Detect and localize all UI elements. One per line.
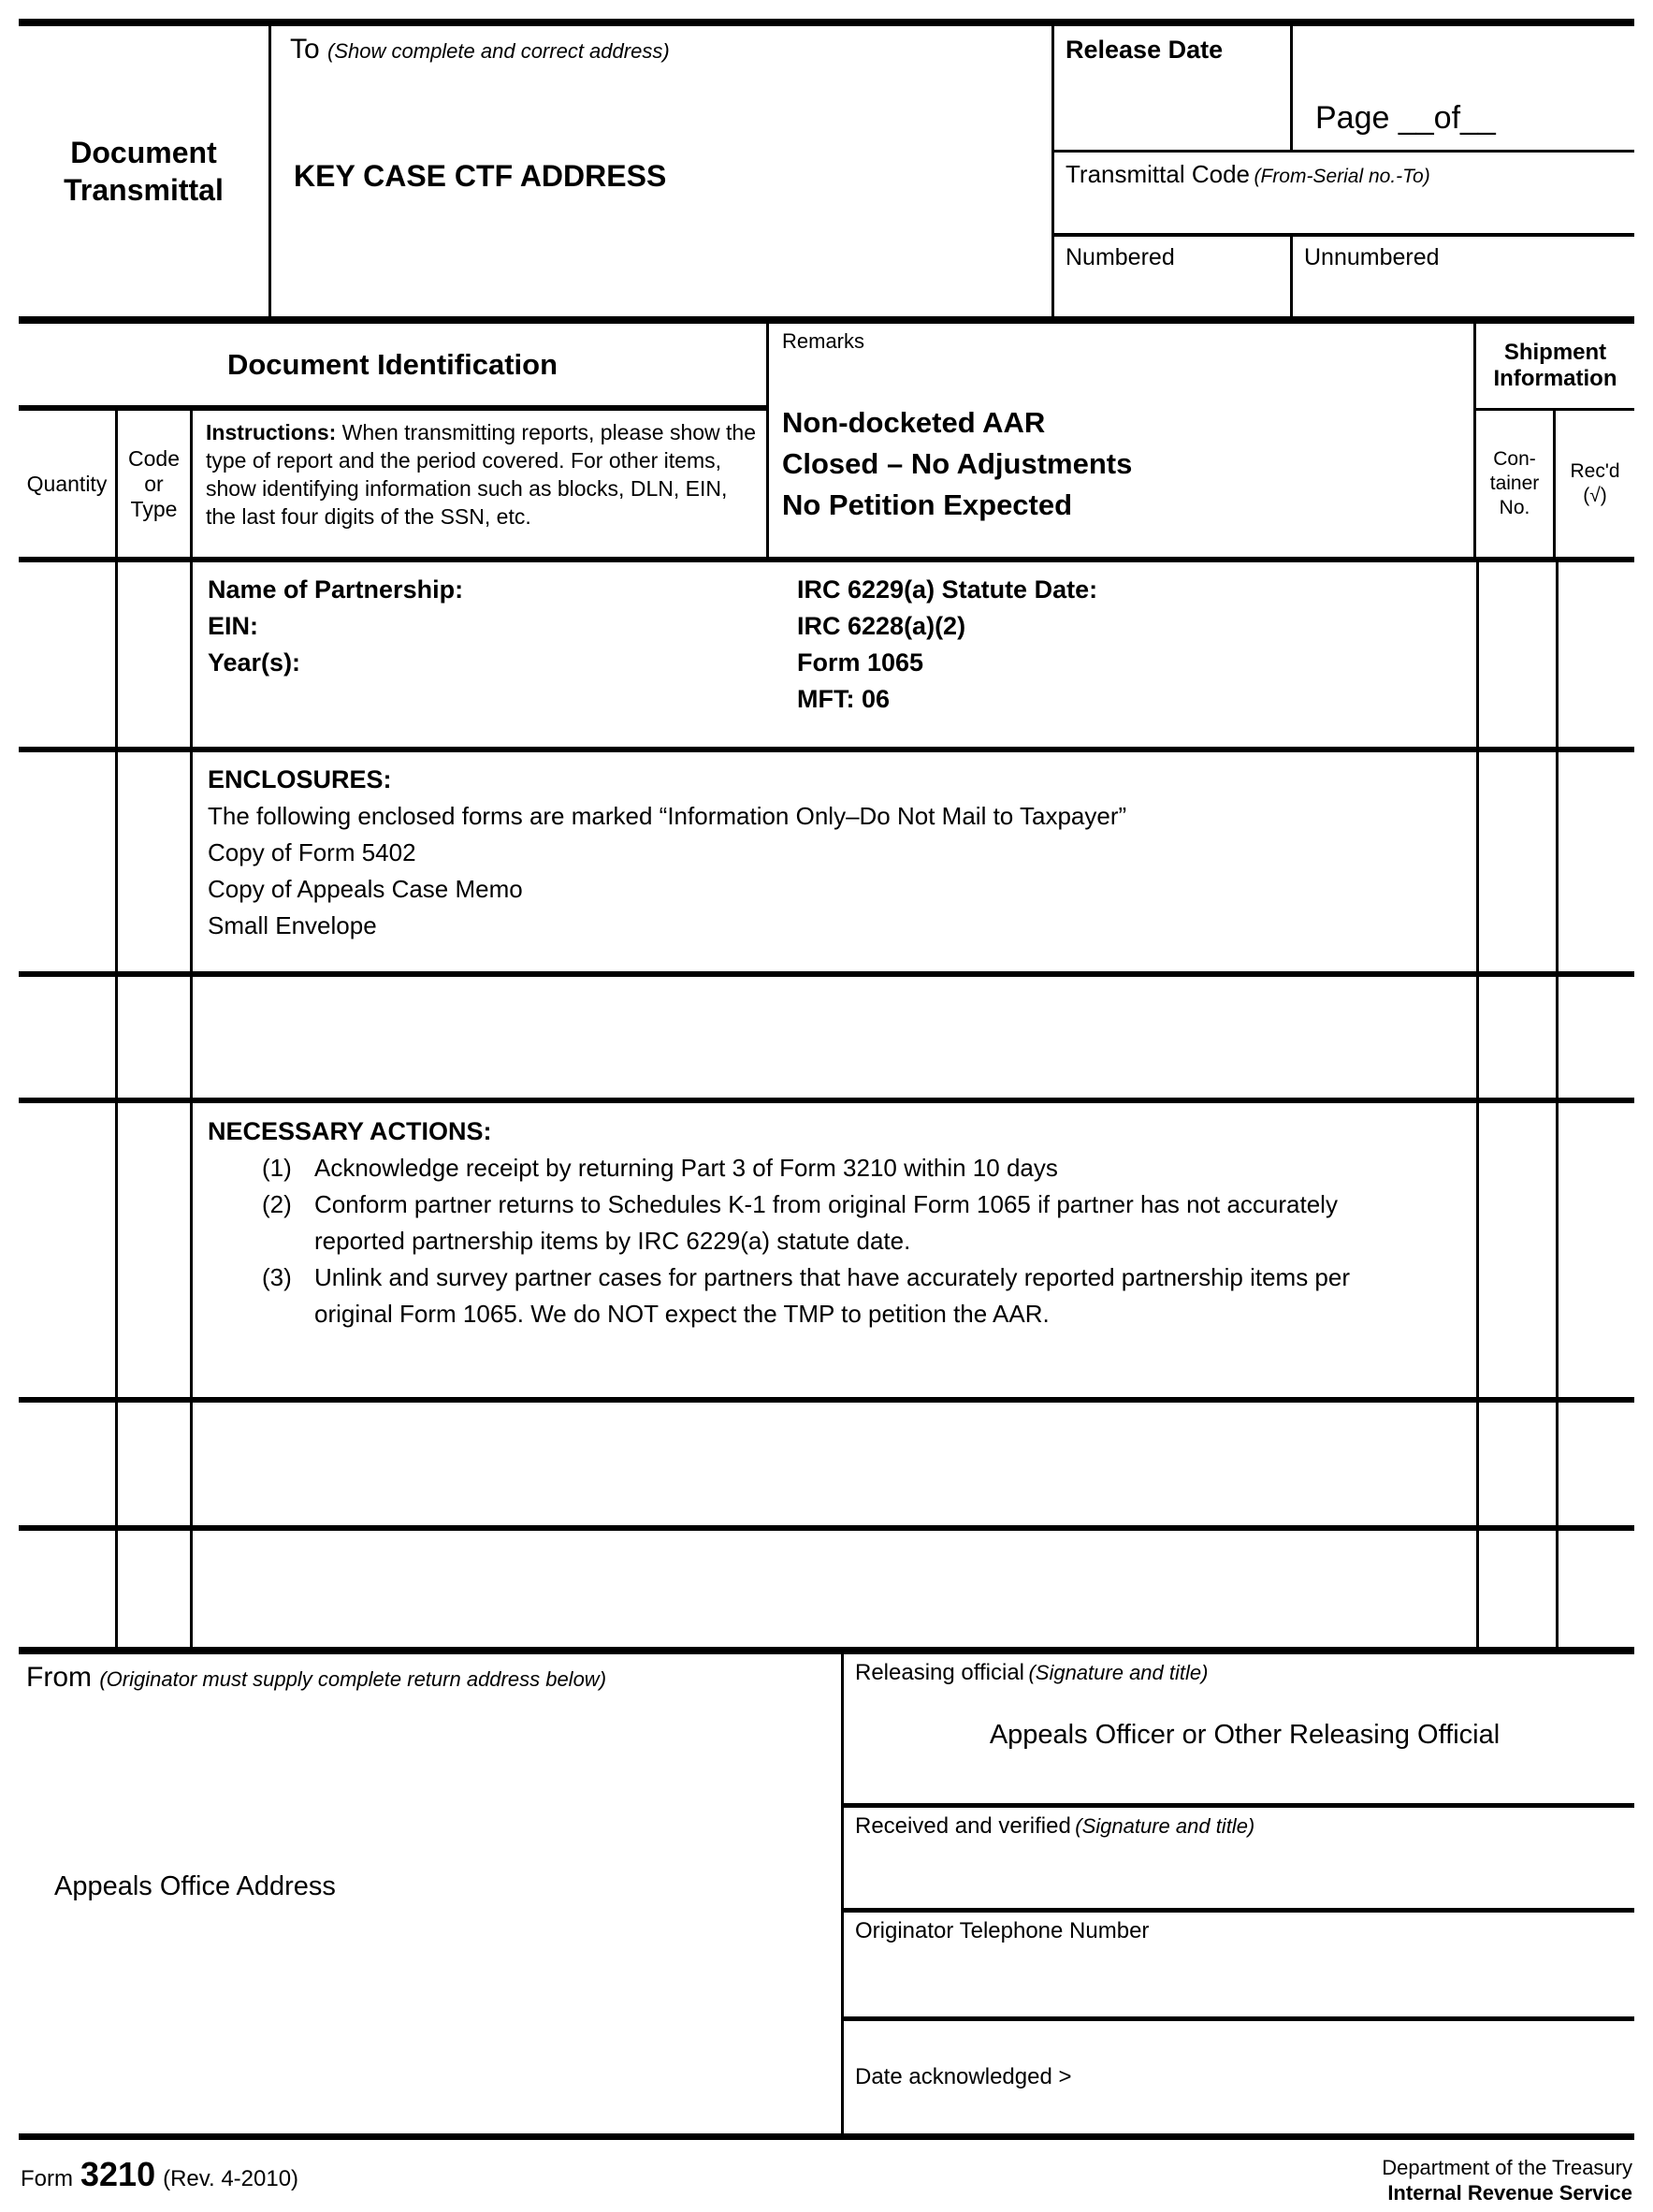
- code-cell-row6: [118, 1531, 193, 1647]
- top-right-grid: [1054, 26, 1634, 316]
- originator-telephone-label: Originator Telephone Number: [855, 1918, 1150, 1943]
- recd-cell-row4: [1559, 1103, 1634, 1397]
- years-label: Year(s):: [208, 648, 301, 677]
- shipment-information-header: Shipment Information: [1476, 324, 1634, 411]
- action-1-number: (1): [262, 1154, 292, 1182]
- code-line-3: Type: [130, 496, 178, 521]
- column-headers-row: [19, 411, 766, 557]
- table-row-empty-2: [19, 1397, 1634, 1525]
- ein-label: EIN:: [208, 612, 258, 640]
- form-number-block: [19, 2155, 298, 2205]
- instructions-cell: [193, 411, 766, 557]
- to-label-line: [290, 34, 1051, 65]
- enclosures-line-3: Copy of Appeals Case Memo: [208, 875, 523, 903]
- recd-cell-row5: [1559, 1403, 1634, 1525]
- container-line-3: No.: [1499, 497, 1530, 518]
- table-row-partnership: [19, 557, 1634, 747]
- quantity-cell-row5: [19, 1403, 118, 1525]
- received-verified-cell: [844, 1808, 1634, 1913]
- recd-check-symbol: (√): [1583, 485, 1607, 506]
- to-label: To: [290, 34, 320, 65]
- department-block: [1382, 2155, 1634, 2205]
- release-date-cell: [1054, 26, 1293, 150]
- quantity-cell-row4: [19, 1103, 118, 1397]
- code-cell-row1: [118, 562, 193, 747]
- document-identification-header: [19, 324, 766, 411]
- quantity-header: Quantity: [19, 411, 118, 557]
- form-number: 3210: [80, 2155, 156, 2193]
- shipment-information-column: [1476, 324, 1634, 557]
- code-line-1: Code: [128, 445, 180, 471]
- table-row-enclosures: [19, 747, 1634, 971]
- recd-cell-row2: [1559, 752, 1634, 971]
- table-row-empty-1: [19, 971, 1634, 1098]
- remarks-cell: [769, 324, 1476, 557]
- remarks-line-1: Non-docketed AAR: [782, 406, 1046, 439]
- name-of-partnership-label: Name of Partnership:: [208, 575, 464, 604]
- bottom-block: [19, 1647, 1634, 2140]
- table-row-empty-3: [19, 1525, 1634, 1647]
- action-3-number: (3): [262, 1263, 292, 1291]
- numbered-row: [1054, 237, 1634, 316]
- enclosures-line-1: The following enclosed forms are marked “Information Only–Do Not Mail to Taxpayer”: [208, 802, 1127, 830]
- irc-labels: [797, 572, 1476, 718]
- recd-cell-row1: [1559, 562, 1634, 747]
- department-line-2: Internal Revenue Service: [1387, 2181, 1632, 2205]
- releasing-official-label: Releasing official: [855, 1660, 1024, 1685]
- form-word: Form: [21, 2166, 73, 2191]
- remarks-label: Remarks: [782, 329, 865, 353]
- footer: [19, 2155, 1634, 2205]
- quantity-cell-row3: [19, 977, 118, 1098]
- code-cell-row4: [118, 1103, 193, 1397]
- enclosures-line-2: Copy of Form 5402: [208, 838, 416, 866]
- necessary-actions-title: NECESSARY ACTIONS:: [208, 1117, 492, 1145]
- enclosures-title: ENCLOSURES:: [208, 765, 392, 793]
- from-label: From: [26, 1662, 92, 1693]
- form-1065-label: Form 1065: [797, 648, 924, 677]
- action-1-text: Acknowledge receipt by returning Part 3 of Form 3210 within 10 days: [314, 1154, 1058, 1182]
- irc-6229a-statute-date-label: IRC 6229(a) Statute Date:: [797, 575, 1098, 604]
- action-item-2: [262, 1186, 1454, 1259]
- from-address-value: Appeals Office Address: [54, 1871, 336, 1901]
- remarks-content: [782, 402, 1473, 526]
- remarks-line-3: No Petition Expected: [782, 488, 1073, 521]
- releasing-official-cell: [844, 1654, 1634, 1808]
- container-cell-row6: [1479, 1531, 1559, 1647]
- code-or-type-header: [118, 411, 193, 557]
- action-item-1: [262, 1150, 1454, 1186]
- received-verified-note: (Signature and title): [1075, 1814, 1255, 1838]
- unnumbered-cell: Unnumbered: [1304, 244, 1440, 270]
- empty-content-cell-2: [193, 1403, 1479, 1525]
- transmittal-code-label: Transmittal Code: [1066, 160, 1250, 188]
- action-2-text: Conform partner returns to Schedules K-1 from original Form 1065 if partner has not accurately reported partnership items by IRC 6229(a) statute date.: [314, 1190, 1338, 1255]
- received-verified-label: Received and verified: [855, 1813, 1071, 1839]
- instructions-text: When transmitting reports, please show the type of report and the period covered. For other items, show identifying information such as blocks, DLN, EIN, the last four digits of the SSN, etc.: [206, 420, 756, 529]
- shipment-subheaders: [1476, 411, 1634, 557]
- table-row-necessary-actions: [19, 1098, 1634, 1397]
- enclosures-line-4: Small Envelope: [208, 911, 377, 939]
- signature-column: [844, 1654, 1634, 2133]
- numbered-cell: Numbered: [1054, 237, 1293, 316]
- empty-content-cell-3: [193, 1531, 1479, 1647]
- to-note: (Show complete and correct address): [327, 39, 670, 63]
- document-identification-column: [19, 324, 769, 557]
- from-note: (Originator must supply complete return address below): [99, 1667, 607, 1691]
- code-cell-row5: [118, 1403, 193, 1525]
- recd-header: [1556, 411, 1634, 557]
- top-block: [19, 19, 1634, 316]
- document-identification-title: Document Identification: [226, 347, 558, 381]
- release-date-label: Release Date: [1066, 36, 1224, 64]
- action-3-text: Unlink and survey partner cases for partners that have accurately reported partnership items per original Form 1065. We do NOT expect the TMP to petition the AAR.: [314, 1263, 1350, 1328]
- container-no-header: [1476, 411, 1556, 557]
- to-address-cell: [271, 26, 1054, 316]
- release-page-row: [1054, 26, 1634, 153]
- releasing-official-note: (Signature and title): [1028, 1661, 1209, 1684]
- container-cell-row5: [1479, 1403, 1559, 1525]
- container-line-2: tainer: [1489, 473, 1540, 494]
- quantity-cell-row1: [19, 562, 118, 747]
- form-revision: (Rev. 4-2010): [163, 2166, 299, 2191]
- header-block: [19, 316, 1634, 557]
- partnership-content-cell: [193, 562, 1479, 747]
- page-label: Page __of__: [1315, 100, 1496, 136]
- form-3210: [19, 19, 1634, 2205]
- originator-telephone-cell: [844, 1913, 1634, 2021]
- recd-cell-row3: [1559, 977, 1634, 1098]
- page-cell: [1293, 26, 1634, 150]
- recd-cell-row6: [1559, 1531, 1634, 1647]
- date-acknowledged-label: Date acknowledged >: [855, 2064, 1072, 2089]
- enclosures-content-cell: [193, 752, 1479, 971]
- releasing-official-value: Appeals Officer or Other Releasing Official: [989, 1720, 1501, 1750]
- releasing-official-label-line: [855, 1660, 1634, 1686]
- date-acknowledged-cell: [844, 2021, 1634, 2133]
- container-cell-row1: [1479, 562, 1559, 747]
- instructions-label: Instructions:: [206, 420, 337, 444]
- from-label-line: [26, 1662, 841, 1694]
- action-item-3: [262, 1259, 1454, 1332]
- transmittal-code-cell: [1054, 153, 1634, 237]
- to-address-value: KEY CASE CTF ADDRESS: [294, 159, 667, 193]
- partnership-labels: [208, 572, 797, 718]
- mft-label: MFT: 06: [797, 685, 891, 713]
- empty-content-cell-1: [193, 977, 1479, 1098]
- transmittal-code-note: (From-Serial no.-To): [1254, 166, 1430, 187]
- code-cell-row2: [118, 752, 193, 971]
- irc-6228a2-label: IRC 6228(a)(2): [797, 612, 966, 640]
- code-line-2: or: [144, 471, 164, 496]
- remarks-line-2: Closed – No Adjustments: [782, 447, 1133, 480]
- container-line-1: Con-: [1493, 448, 1536, 470]
- from-cell: [19, 1654, 844, 2133]
- recd-line-1: Rec'd: [1570, 460, 1620, 482]
- action-2-number: (2): [262, 1190, 292, 1218]
- form-title-cell: [19, 26, 271, 316]
- necessary-actions-content-cell: [193, 1103, 1479, 1397]
- container-cell-row2: [1479, 752, 1559, 971]
- department-line-1: Department of the Treasury: [1382, 2156, 1632, 2179]
- container-cell-row4: [1479, 1103, 1559, 1397]
- code-cell-row3: [118, 977, 193, 1098]
- container-cell-row3: [1479, 977, 1559, 1098]
- quantity-cell-row2: [19, 752, 118, 971]
- form-title: Document Transmittal: [64, 136, 224, 207]
- quantity-cell-row6: [19, 1531, 118, 1647]
